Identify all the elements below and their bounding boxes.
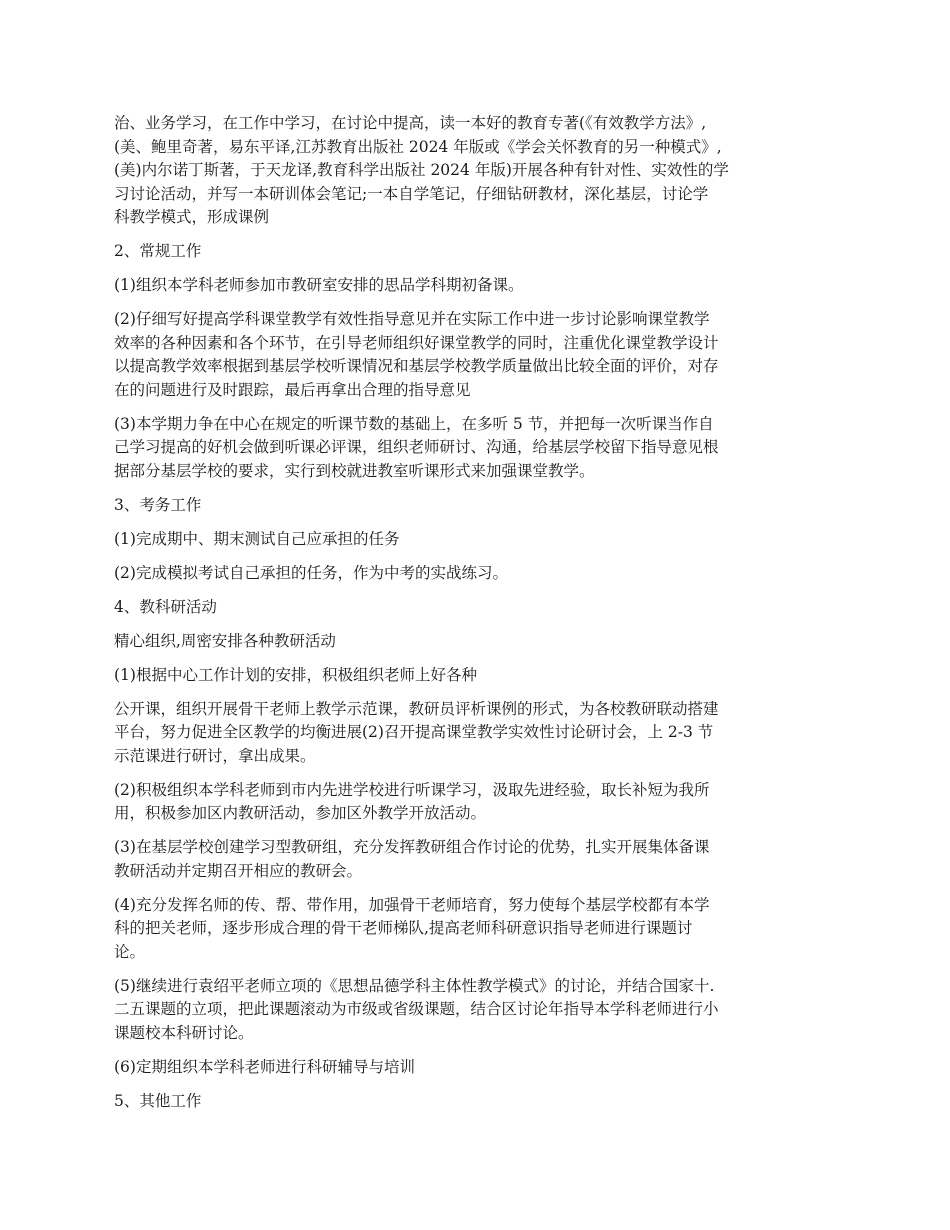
paragraph-routine-2: (2)仔细写好提高学科课堂教学有效性指导意见并在实际工作中进一步讨论影响课堂教学 效率的各种因素和各个环节，在引导老师组织好课堂教学的同时，注重优化课堂教学设计 以提高教学效率根据到基层学校听课情况和基层学校教学质量做出比较全面的评价，对存 在的问题进行及时跟踪，最后再拿出合理的指导意见 — [114, 310, 719, 399]
heading-exam-work: 3、考务工作 — [114, 495, 202, 514]
paragraph-routine-3: (3)本学期力争在中心在规定的听课节数的基础上，在多听 5 节，并把每一次听课当作自 己学习提高的好机会做到听课必评课，组织老师研讨、沟通，给基层学校留下指导意见根 据部分基层学校的要求，实行到校就进教室听课形式来加强课堂教学。 — [114, 414, 719, 480]
paragraph-research-3: (3)在基层学校创建学习型教研组，充分发挥教研组合作讨论的优势，扎实开展集体备课 教研活动并定期召开相应的教研会。 — [114, 838, 710, 880]
paragraph-research-1-continued: 公开课，组织开展骨干老师上教学示范课，教研员评析课例的形式，为各校教研联动搭建 平台，努力促进全区教学的均衡进展(2)召开提高课堂教学实效性讨论研讨会，上 2-3 节 示范课进行研讨，拿出成果。 — [114, 699, 719, 765]
document-page — [114, 112, 844, 1124]
paragraph-research-intro: 精心组织,周密安排各种教研活动 — [114, 631, 336, 650]
heading-other-work: 5、其他工作 — [114, 1091, 202, 1110]
paragraph-research-2: (2)积极组织本学科老师到市内先进学校进行听课学习，汲取先进经验，取长补短为我所 用，积极参加区内教研活动，参加区外教学开放活动。 — [114, 780, 710, 822]
paragraph-research-5: (5)继续进行袁绍平老师立项的《思想品德学科主体性教学模式》的讨论，并结合国家十. 二五课题的立项，把此课题滚动为市级或省级课题，结合区讨论年指导本学科老师进行小 课题校本科研讨论。 — [114, 976, 719, 1042]
heading-research-activities: 4、教科研活动 — [114, 597, 217, 616]
paragraph-exam-1: (1)完成期中、期末测试自己应承担的任务 — [114, 529, 400, 548]
heading-routine-work: 2、常规工作 — [114, 242, 202, 260]
paragraph-exam-2: (2)完成模拟考试自己承担的任务，作为中考的实战练习。 — [114, 563, 508, 582]
paragraph-research-6: (6)定期组织本学科老师进行科研辅导与培训 — [114, 1057, 415, 1076]
paragraph-research-4: (4)充分发挥名师的传、帮、带作用，加强骨干老师培育，努力使每个基层学校都有本学 科的把关老师，逐步形成合理的骨干老师梯队,提高老师科研意识指导老师进行课题讨 论。 — [114, 895, 710, 961]
paragraph-research-1: (1)根据中心工作计划的安排，积极组织老师上好各种 — [114, 665, 477, 684]
paragraph-study-intro: 治、业务学习，在工作中学习，在讨论中提高，读一本好的教育专著(《有效教学方法》, (美、鲍里奇著，易东平译,江苏教育出版社 2024 年版或《学会关怀教育的另一种模式》, (美)内尔诺丁斯著，于天龙译,教育科学出版社 2024 年版)开展各种有针对性、实效性的学 习讨论活动，并写一本研训体会笔记;一本自学笔记，仔细钻研教材，深化基层，讨论学 科教学模式，形成课例 — [114, 114, 729, 226]
paragraph-routine-1: (1)组织本学科老师参加市教研室安排的思品学科期初备课。 — [114, 276, 524, 294]
